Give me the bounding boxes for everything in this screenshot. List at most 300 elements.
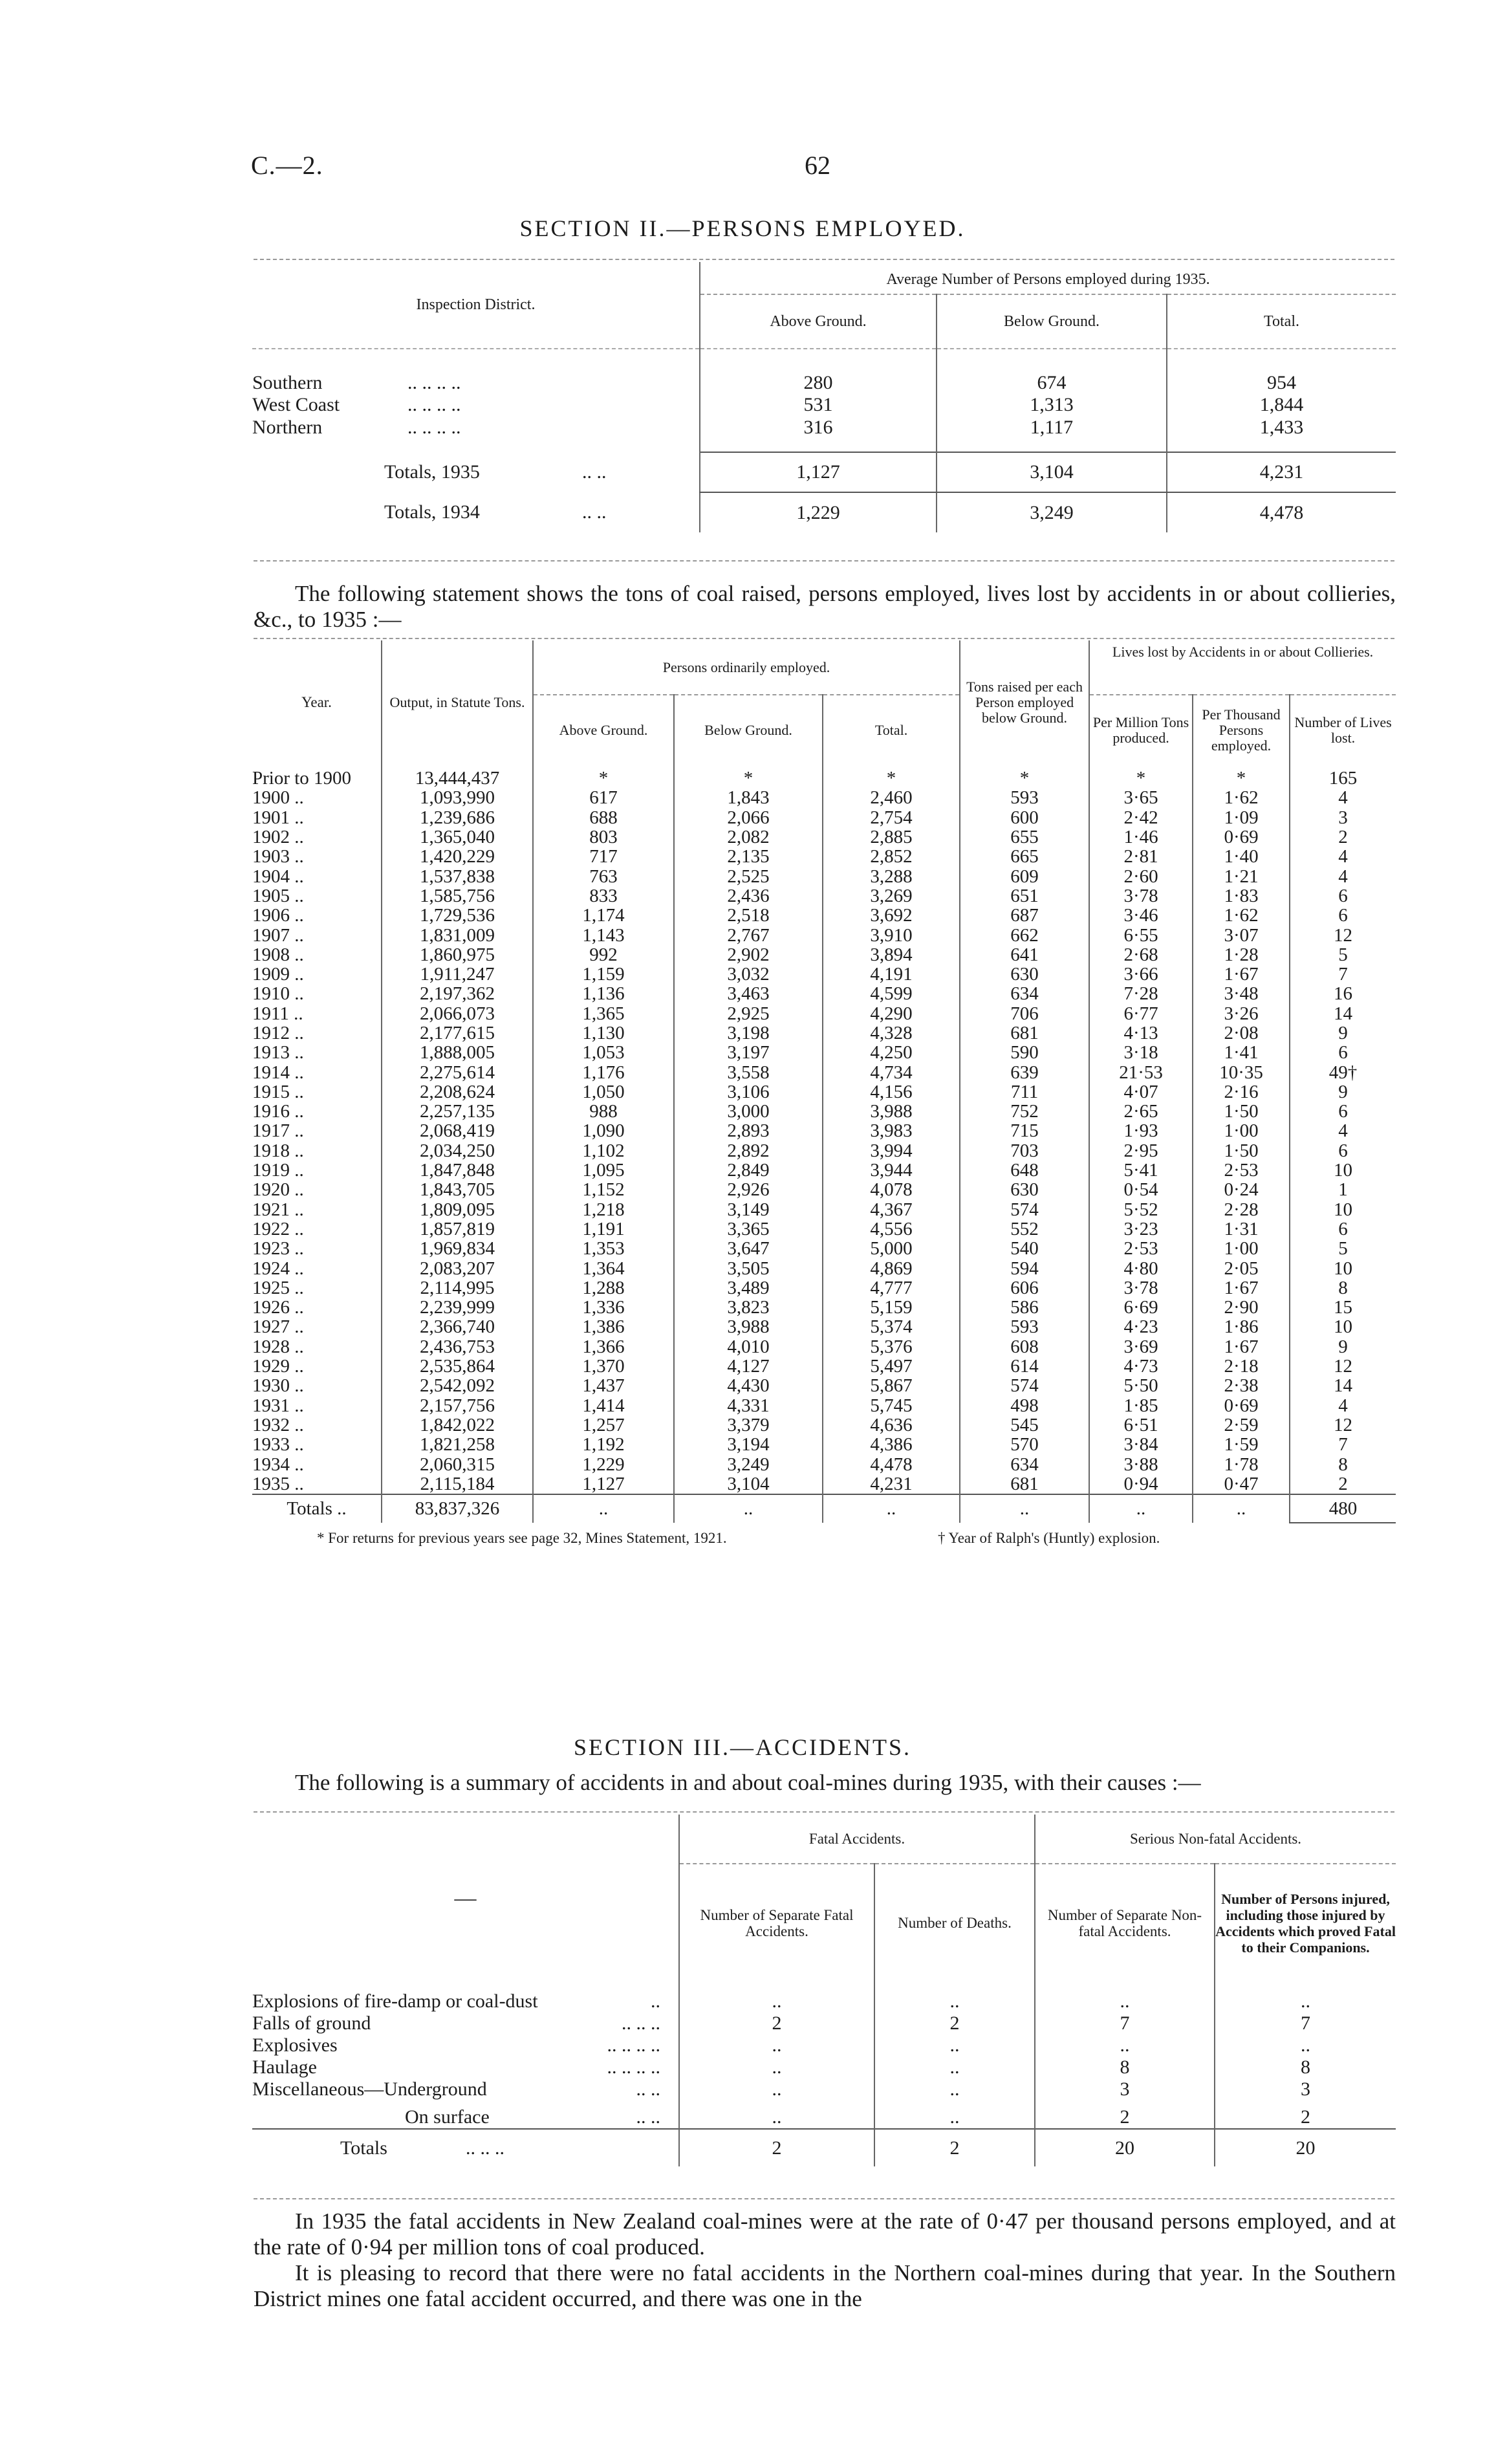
leader-dots: .. ..	[636, 2078, 660, 2100]
total-cell: 3,988	[870, 1101, 913, 1122]
total-cell: 5,497	[870, 1356, 913, 1377]
sep-fatal-cell: ..	[679, 2056, 874, 2078]
cause-label: Miscellaneous—Underground	[252, 2078, 487, 2100]
total-cell: 2,754	[870, 807, 913, 828]
year-cell: 1909 ..	[252, 965, 382, 984]
table-row	[252, 1454, 1396, 1474]
per-million-cell: 2·81	[1089, 847, 1193, 866]
output-cell: 1,537,838	[382, 866, 533, 886]
year-cell: 1935 ..	[252, 1474, 382, 1494]
per-thousand-cell: 2·18	[1193, 1357, 1290, 1376]
below-cell: 2,066	[674, 808, 823, 827]
output-cell: 2,239,999	[382, 1298, 533, 1317]
table-row	[252, 945, 1396, 965]
per-thousand-cell: 1·09	[1193, 808, 1290, 827]
output-cell: 1,888,005	[382, 1043, 533, 1062]
paragraph-northern: It is pleasing to record that there were no fatal accidents in the Northern coal-mines during that year. In the Southern District mines one fatal accident occurred, and there was one in the	[254, 2260, 1396, 2311]
lives-lost-cell: 4	[1290, 1396, 1396, 1415]
leader-dots: .. .. ..	[622, 2012, 660, 2034]
year-cell: 1910 ..	[252, 984, 382, 1003]
table-row	[252, 1396, 1396, 1415]
year-cell: 1900 ..	[252, 788, 382, 807]
fatal-header: Fatal Accidents.	[679, 1815, 1035, 1864]
below-cell: 3,823	[674, 1298, 823, 1317]
above-cell: 617	[533, 788, 674, 807]
tons-per-person-cell: 634	[960, 984, 1089, 1003]
table-row	[252, 2034, 1396, 2056]
per-million-cell: 5·41	[1089, 1161, 1193, 1180]
per-thousand-cell: 1·40	[1193, 847, 1290, 866]
tons-per-person-cell: 665	[960, 847, 1089, 866]
total-cell: 5,376	[870, 1336, 913, 1357]
below-cell: 2,849	[674, 1161, 823, 1180]
total-cell: 3,269	[870, 885, 913, 906]
below-cell: 3,104	[674, 1474, 823, 1494]
cause-label: Haulage	[252, 2056, 317, 2078]
cause-cell	[252, 2078, 679, 2100]
output-cell: 1,843,705	[382, 1180, 533, 1199]
above-value: 531	[700, 394, 937, 416]
year-cell: 1917 ..	[252, 1121, 382, 1140]
table-row	[252, 1004, 1396, 1023]
total-cell: 4,869	[870, 1258, 913, 1279]
table-row	[252, 1062, 1396, 1082]
above-cell: 1,229	[533, 1454, 674, 1474]
above-cell: 1,176	[533, 1062, 674, 1082]
per-thousand-cell: 0·47	[1193, 1474, 1290, 1494]
leader-dots: .. .. ..	[466, 2137, 504, 2159]
col-group-header: Average Number of Persons employed during 1935.	[700, 262, 1396, 294]
per-thousand-cell: *	[1193, 765, 1290, 788]
sep-fatal-cell: ..	[679, 2078, 874, 2100]
lives-header: Lives lost by Accidents in or about Collieries.	[1089, 640, 1396, 695]
table-rule	[254, 259, 1394, 260]
above-cell: 1,257	[533, 1415, 674, 1435]
year-cell: 1916 ..	[252, 1102, 382, 1121]
year-cell: 1907 ..	[252, 925, 382, 944]
output-cell: 1,809,095	[382, 1200, 533, 1219]
total-value: 1,844	[1167, 394, 1396, 416]
table-row	[252, 1474, 1396, 1494]
above-cell: 1,050	[533, 1082, 674, 1102]
deaths-cell: ..	[874, 2056, 1035, 2078]
lives-lost-cell: 4	[1290, 1121, 1396, 1140]
lives-lost-cell: 12	[1290, 1357, 1396, 1376]
cause-cell	[252, 1981, 679, 2012]
above-cell: 1,386	[533, 1317, 674, 1336]
tons-total: ..	[960, 1494, 1089, 1523]
below-value: 1,117	[937, 416, 1167, 439]
output-cell: 2,208,624	[382, 1082, 533, 1102]
injured-cell: ..	[1215, 1981, 1396, 2012]
tons-per-person-cell: 498	[960, 1396, 1089, 1415]
table-row	[252, 847, 1396, 866]
above-cell: 992	[533, 945, 674, 965]
lives-lost-cell: 10	[1290, 1200, 1396, 1219]
per-million-cell: 3·46	[1089, 906, 1193, 925]
below-cell: 3,379	[674, 1415, 823, 1435]
per-million-cell: 5·50	[1089, 1376, 1193, 1395]
table-row	[252, 372, 1396, 394]
year-cell: 1918 ..	[252, 1141, 382, 1161]
output-cell: 2,197,362	[382, 984, 533, 1003]
output-cell: 1,365,040	[382, 827, 533, 847]
year-cell: 1929 ..	[252, 1357, 382, 1376]
per-million-cell: 0·94	[1089, 1474, 1193, 1494]
cause-label: On surface	[405, 2106, 490, 2128]
leader-dots: .. ..	[636, 2106, 660, 2128]
sep-nonfatal-cell: ..	[1035, 1981, 1215, 2012]
tons-header: Tons raised per each Person employed below Ground.	[960, 640, 1089, 765]
table-rule	[254, 2198, 1394, 2199]
per-thousand-cell: 1·67	[1193, 965, 1290, 984]
tons-per-person-cell: 540	[960, 1239, 1089, 1258]
table-row	[252, 827, 1396, 847]
table-row	[252, 2012, 1396, 2034]
above-total: 1,127	[700, 452, 937, 492]
tons-per-person-cell: 594	[960, 1258, 1089, 1278]
per-million-cell: 2·65	[1089, 1102, 1193, 1121]
year-cell: 1920 ..	[252, 1180, 382, 1199]
below-cell: 2,892	[674, 1141, 823, 1161]
output-cell: 2,436,753	[382, 1337, 533, 1357]
year-cell: 1927 ..	[252, 1317, 382, 1336]
total-cell: 4,386	[870, 1434, 913, 1456]
per-thousand-cell: 3·07	[1193, 925, 1290, 944]
per-thousand-cell: 1·78	[1193, 1454, 1290, 1474]
total-cell: 3,994	[870, 1140, 913, 1161]
cause-cell	[252, 2034, 679, 2056]
injured-header: Number of Persons injured, including those injured by Accidents which proved Fatal to their Companions.	[1215, 1864, 1396, 1981]
table-row	[252, 1043, 1396, 1062]
tons-per-person-cell: 715	[960, 1121, 1089, 1140]
below-value: 1,313	[937, 394, 1167, 416]
per-million-cell: 6·77	[1089, 1004, 1193, 1023]
section-3-title: SECTION III.—ACCIDENTS.	[574, 1734, 911, 1760]
lives-lost-cell: 4	[1290, 847, 1396, 866]
year-cell: Prior to 1900	[252, 765, 382, 788]
total-cell: 2,885	[870, 827, 913, 848]
lives-lost-cell: 12	[1290, 1415, 1396, 1435]
lives-lost-cell: 6	[1290, 1043, 1396, 1062]
lives-lost-cell: 10	[1290, 1161, 1396, 1180]
tons-per-person-cell: 662	[960, 925, 1089, 944]
below-total: 3,104	[937, 452, 1167, 492]
tons-per-person-cell: 545	[960, 1415, 1089, 1435]
per-million-cell: 4·13	[1089, 1023, 1193, 1043]
lives-lost-cell: 6	[1290, 906, 1396, 925]
year-header: Year.	[252, 640, 382, 765]
below-cell: 4,127	[674, 1357, 823, 1376]
above-total: 1,229	[700, 492, 937, 532]
total-cell: 4,328	[870, 1023, 913, 1043]
deaths-cell: ..	[874, 2078, 1035, 2100]
output-cell: 2,535,864	[382, 1357, 533, 1376]
total-cell: 4,367	[870, 1199, 913, 1220]
below-cell: 2,902	[674, 945, 823, 965]
total-value: 954	[1167, 372, 1396, 394]
output-cell: 2,177,615	[382, 1023, 533, 1043]
total-cell: 3,288	[870, 866, 913, 887]
total-cell: 5,867	[870, 1375, 913, 1397]
lives-lost-cell: 6	[1290, 1141, 1396, 1161]
footnote-1: * For returns for previous years see page 32, Mines Statement, 1921.	[317, 1529, 727, 1546]
totals-label: Totals, 1935	[384, 461, 480, 483]
cause-cell	[252, 2100, 679, 2129]
tons-per-person-cell: 634	[960, 1454, 1089, 1474]
above-value: 280	[700, 372, 937, 394]
per-thousand-cell: 1·00	[1193, 1239, 1290, 1258]
footnote-2: † Year of Ralph's (Huntly) explosion.	[938, 1529, 1160, 1546]
per-thousand-cell: 3·26	[1193, 1004, 1290, 1023]
output-cell: 13,444,437	[382, 765, 533, 788]
lives-total: 480	[1290, 1494, 1396, 1523]
above-cell: 1,218	[533, 1200, 674, 1219]
below-total: 3,249	[937, 492, 1167, 532]
total-cell: 5,000	[870, 1238, 913, 1259]
per-thousand-cell: 1·31	[1193, 1219, 1290, 1239]
per-thousand-cell: 1·50	[1193, 1102, 1290, 1121]
per-million-header: Per Million Tons produced.	[1089, 695, 1193, 765]
total-cell: 4,156	[870, 1081, 913, 1102]
lives-lost-cell: 6	[1290, 1219, 1396, 1239]
tons-per-person-cell: 703	[960, 1141, 1089, 1161]
lives-lost-cell: 6	[1290, 1102, 1396, 1121]
total-cell: 4,290	[870, 1003, 913, 1024]
per-thousand-cell: 2·59	[1193, 1415, 1290, 1435]
per-thousand-cell: 1·62	[1193, 906, 1290, 925]
table-row	[252, 1102, 1396, 1121]
totals-row	[252, 452, 1396, 492]
below-total: ..	[674, 1494, 823, 1523]
per-thousand-cell: 2·38	[1193, 1376, 1290, 1395]
table-row	[252, 1337, 1396, 1357]
tons-per-person-cell: 681	[960, 1474, 1089, 1494]
year-cell: 1913 ..	[252, 1043, 382, 1062]
table-row	[252, 965, 1396, 984]
grand-total: 4,478	[1167, 492, 1396, 532]
table-rule	[254, 1811, 1394, 1813]
lives-lost-cell: 6	[1290, 886, 1396, 906]
table-row	[252, 1415, 1396, 1435]
below-cell: 3,505	[674, 1258, 823, 1278]
per-thousand-header: Per Thousand Persons employed.	[1193, 695, 1290, 765]
page-number: 62	[805, 151, 830, 180]
year-cell: 1926 ..	[252, 1298, 382, 1317]
below-cell: 3,106	[674, 1082, 823, 1102]
output-cell: 2,068,419	[382, 1121, 533, 1140]
per-thousand-cell: 1·67	[1193, 1278, 1290, 1298]
lives-lost-cell: 10	[1290, 1317, 1396, 1336]
above-cell: 1,136	[533, 984, 674, 1003]
table-row	[252, 1121, 1396, 1140]
history-table	[252, 640, 1396, 1552]
blank-header: —	[454, 1886, 477, 1910]
table-row	[252, 1435, 1396, 1454]
tons-per-person-cell: 574	[960, 1376, 1089, 1395]
cause-label: Explosions of fire-damp or coal-dust	[252, 1990, 538, 2012]
output-total: 83,837,326	[382, 1494, 533, 1523]
tons-per-person-cell: 648	[960, 1161, 1089, 1180]
below-cell: 2,767	[674, 925, 823, 944]
lives-lost-cell: 8	[1290, 1454, 1396, 1474]
sep-nonfatal-cell: 3	[1035, 2078, 1215, 2100]
above-cell: 688	[533, 808, 674, 827]
output-cell: 1,585,756	[382, 886, 533, 906]
total-cell: 3,910	[870, 924, 913, 946]
total-cell: 2,460	[870, 787, 913, 809]
injured-cell: 7	[1215, 2012, 1396, 2034]
below-cell: 3,149	[674, 1200, 823, 1219]
total-cell: 3,894	[870, 944, 913, 965]
per-million-cell: *	[1089, 765, 1193, 788]
per-thousand-cell: 1·83	[1193, 886, 1290, 906]
output-cell: 1,420,229	[382, 847, 533, 866]
per-million-cell: 4·23	[1089, 1317, 1193, 1336]
above-cell: 1,370	[533, 1357, 674, 1376]
below-cell: 2,925	[674, 1004, 823, 1023]
output-cell: 1,821,258	[382, 1435, 533, 1454]
tons-per-person-cell: 641	[960, 945, 1089, 965]
above-cell: 1,053	[533, 1043, 674, 1062]
table-row	[252, 866, 1396, 886]
district-employment-table	[252, 262, 1396, 532]
below-cell: 3,249	[674, 1454, 823, 1474]
lives-lost-header: Number of Lives lost.	[1290, 695, 1396, 765]
injured-cell: 3	[1215, 2078, 1396, 2100]
per-thousand-cell: 1·41	[1193, 1043, 1290, 1062]
total-cell: 5,374	[870, 1316, 913, 1338]
deaths-cell: ..	[874, 2100, 1035, 2129]
above-cell: 763	[533, 866, 674, 886]
per-million-cell: 3·78	[1089, 1278, 1193, 1298]
per-million-cell: 1·46	[1089, 827, 1193, 847]
table-row	[252, 1200, 1396, 1219]
year-cell: 1915 ..	[252, 1082, 382, 1102]
per-thousand-cell: 0·69	[1193, 1396, 1290, 1415]
leader-dots: .. ..	[582, 461, 607, 483]
table-row	[252, 906, 1396, 925]
tons-per-person-cell: 552	[960, 1219, 1089, 1239]
output-cell: 2,114,995	[382, 1278, 533, 1298]
output-cell: 2,275,614	[382, 1062, 533, 1082]
above-cell: 1,365	[533, 1004, 674, 1023]
tons-per-person-cell: 593	[960, 788, 1089, 807]
output-cell: 1,911,247	[382, 965, 533, 984]
below-cell: 3,558	[674, 1062, 823, 1082]
table-row	[252, 1161, 1396, 1180]
per-thousand-cell: 1·50	[1193, 1141, 1290, 1161]
lives-lost-cell: 1	[1290, 1180, 1396, 1199]
per-thousand-cell: 2·08	[1193, 1023, 1290, 1043]
tons-per-person-cell: 614	[960, 1357, 1089, 1376]
per-million-cell: 2·42	[1089, 808, 1193, 827]
below-cell: 4,430	[674, 1376, 823, 1395]
grand-total: 4,231	[1167, 452, 1396, 492]
output-cell: 2,366,740	[382, 1317, 533, 1336]
per-million-cell: 2·95	[1089, 1141, 1193, 1161]
per-thousand-cell: 3·48	[1193, 984, 1290, 1003]
per-thousand-cell: 1·86	[1193, 1317, 1290, 1336]
above-cell: 1,191	[533, 1219, 674, 1239]
year-cell: 1912 ..	[252, 1023, 382, 1043]
tons-per-person-cell: 711	[960, 1082, 1089, 1102]
per-million-cell: 3·66	[1089, 965, 1193, 984]
output-cell: 1,729,536	[382, 906, 533, 925]
above-value: 316	[700, 416, 937, 439]
col-district-header: Inspection District.	[416, 296, 536, 313]
leader-dots: .. .. .. ..	[407, 394, 461, 415]
persons-header: Persons ordinarily employed.	[662, 659, 830, 675]
cause-cell	[252, 2056, 679, 2078]
total-cell: 4,191	[870, 964, 913, 985]
year-cell: 1914 ..	[252, 1062, 382, 1082]
sep-fatal-cell: 2	[679, 2012, 874, 2034]
below-cell: 3,194	[674, 1435, 823, 1454]
total-cell: 3,944	[870, 1160, 913, 1181]
year-cell: 1901 ..	[252, 808, 382, 827]
per-million-cell: 7·28	[1089, 984, 1193, 1003]
table-row	[252, 886, 1396, 906]
total-cell: 4,078	[870, 1179, 913, 1201]
lives-lost-cell: 49†	[1290, 1062, 1396, 1082]
table-row	[252, 2056, 1396, 2078]
per-million-cell: 5·52	[1089, 1200, 1193, 1219]
tons-per-person-cell: 606	[960, 1278, 1089, 1298]
output-cell: 2,083,207	[382, 1258, 533, 1278]
history-intro: The following statement shows the tons of coal raised, persons employed, lives lost by accidents in or about collieries, &c., to 1935 :—	[254, 581, 1396, 632]
per-million-cell: 3·84	[1089, 1435, 1193, 1454]
output-cell: 1,093,990	[382, 788, 533, 807]
below-header: Below Ground.	[674, 695, 823, 765]
leader-dots: .. ..	[582, 501, 607, 523]
per-million-cell: 2·53	[1089, 1239, 1193, 1258]
sep-fatal-header: Number of Separate Fatal Accidents.	[679, 1864, 874, 1981]
above-cell: 1,414	[533, 1396, 674, 1415]
per-million-cell: 0·54	[1089, 1180, 1193, 1199]
total-cell: 4,231	[870, 1473, 913, 1494]
table-row	[252, 1317, 1396, 1336]
year-cell: 1933 ..	[252, 1435, 382, 1454]
year-cell: 1903 ..	[252, 847, 382, 866]
above-cell: 1,364	[533, 1258, 674, 1278]
lives-lost-cell: 9	[1290, 1023, 1396, 1043]
document-reference: C.—2.	[251, 151, 323, 180]
leader-dots: .. .. .. ..	[607, 2056, 660, 2078]
cause-cell	[252, 2012, 679, 2034]
district-name: Northern	[252, 417, 323, 438]
table-row	[252, 1239, 1396, 1258]
above-total: ..	[533, 1494, 674, 1523]
year-cell: 1905 ..	[252, 886, 382, 906]
above-cell: 717	[533, 847, 674, 866]
leader-dots: .. .. .. ..	[407, 417, 461, 438]
per-thousand-cell: 0·69	[1193, 827, 1290, 847]
year-cell: 1932 ..	[252, 1415, 382, 1435]
above-cell: 1,152	[533, 1180, 674, 1199]
below-cell: 2,135	[674, 847, 823, 866]
sep-fatal-cell: ..	[679, 2100, 874, 2129]
leader-dots: .. .. .. ..	[607, 2034, 660, 2056]
total-cell: 4,636	[870, 1414, 913, 1435]
per-million-cell: 3·18	[1089, 1043, 1193, 1062]
total-value: 1,433	[1167, 416, 1396, 439]
sep-fatal-cell: ..	[679, 2034, 874, 2056]
per-thousand-cell: 10·35	[1193, 1062, 1290, 1082]
deaths-cell: ..	[874, 2034, 1035, 2056]
total-cell: 4,599	[870, 983, 913, 1005]
tons-per-person-cell: 570	[960, 1435, 1089, 1454]
